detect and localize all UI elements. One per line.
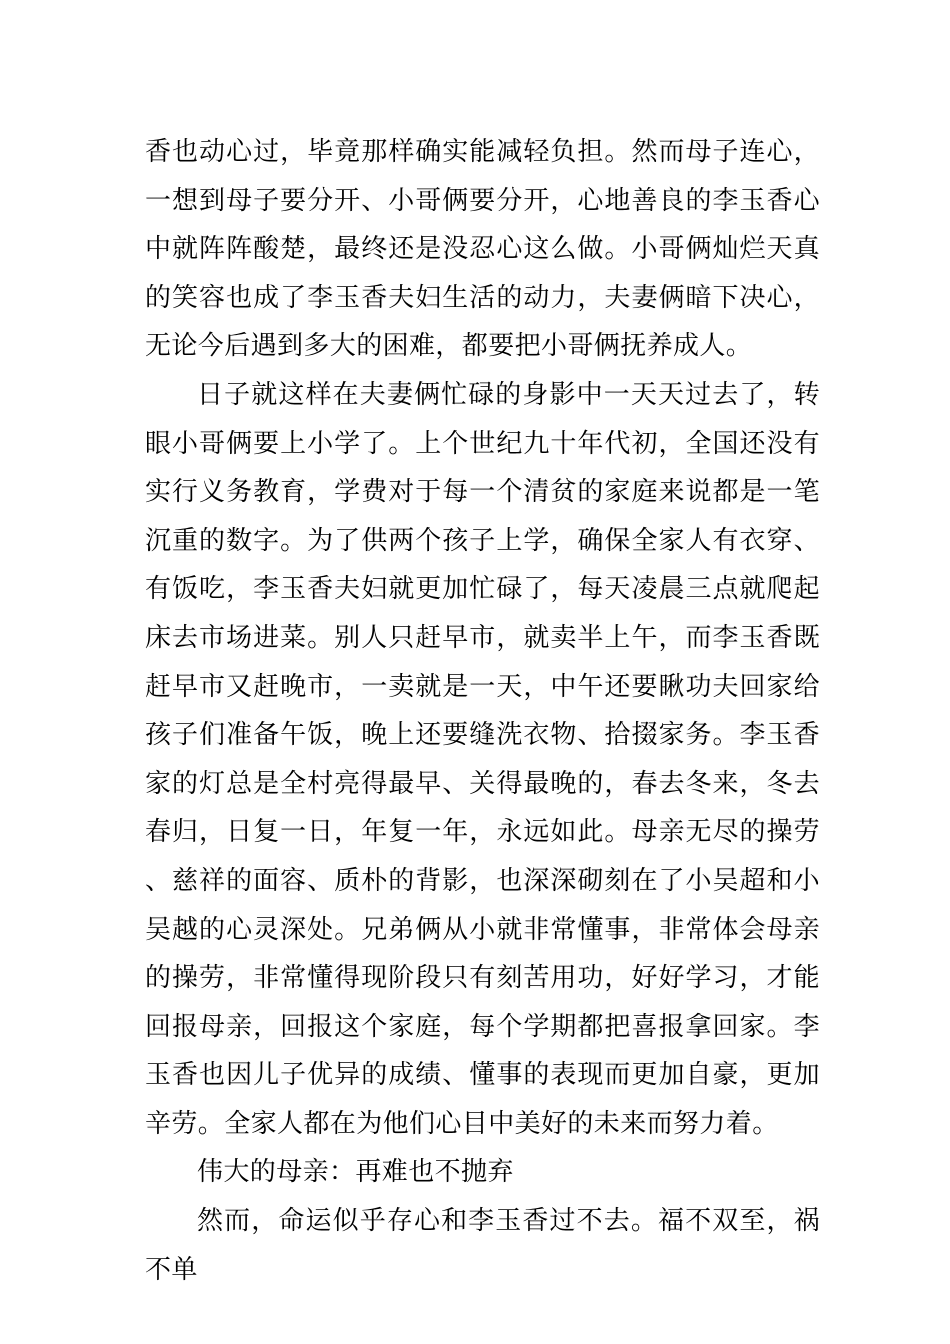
section-heading: 伟大的母亲：再难也不抛弃 (197, 1157, 514, 1188)
paragraph-1: 香也动心过，毕竟那样确实能减轻负担。然而母子连心，一想到母子要分开、小哥俩要分开，心地善良的李玉香心中就阵阵酸楚，最终还是没忍心这么做。小哥俩灿烂天真的笑容也成了李玉香夫妇生活的动力，夫妻俩暗下决心，无论今后遇到多大的困难，都要把小哥俩抚养成人。 (145, 137, 820, 362)
document-body (145, 128, 820, 1294)
paragraph-3: 然而，命运似乎存心和李玉香过不去。福不双至，祸不单 (145, 1206, 820, 1285)
paragraph-2: 日子就这样在夫妻俩忙碌的身影中一天天过去了，转眼小哥俩要上小学了。上个世纪九十年代初，全国还没有实行义务教育，学费对于每一个清贫的家庭来说都是一笔沉重的数字。为了供两个孩子上学，确保全家人有衣穿、有饭吃，李玉香夫妇就更加忙碌了，每天凌晨三点就爬起床去市场进菜。别人只赶早市，就卖半上午，而李玉香既赶早市又赶晚市，一卖就是一天，中午还要瞅功夫回家给孩子们准备午饭，晚上还要缝洗衣物、拾掇家务。李玉香家的灯总是全村亮得最早、关得最晚的，春去冬来，冬去春归，日复一日，年复一年，永远如此。母亲无尽的操劳、慈祥的面容、质朴的背影，也深深砌刻在了小吴超和小吴越的心灵深处。兄弟俩从小就非常懂事，非常体会母亲的操劳，非常懂得现阶段只有刻苦用功，好好学习，才能回报母亲，回报这个家庭，每个学期都把喜报拿回家。李玉香也因儿子优异的成绩、懂事的表现而更加自豪，更加辛劳。全家人都在为他们心目中美好的未来而努力着。 (145, 379, 820, 1139)
